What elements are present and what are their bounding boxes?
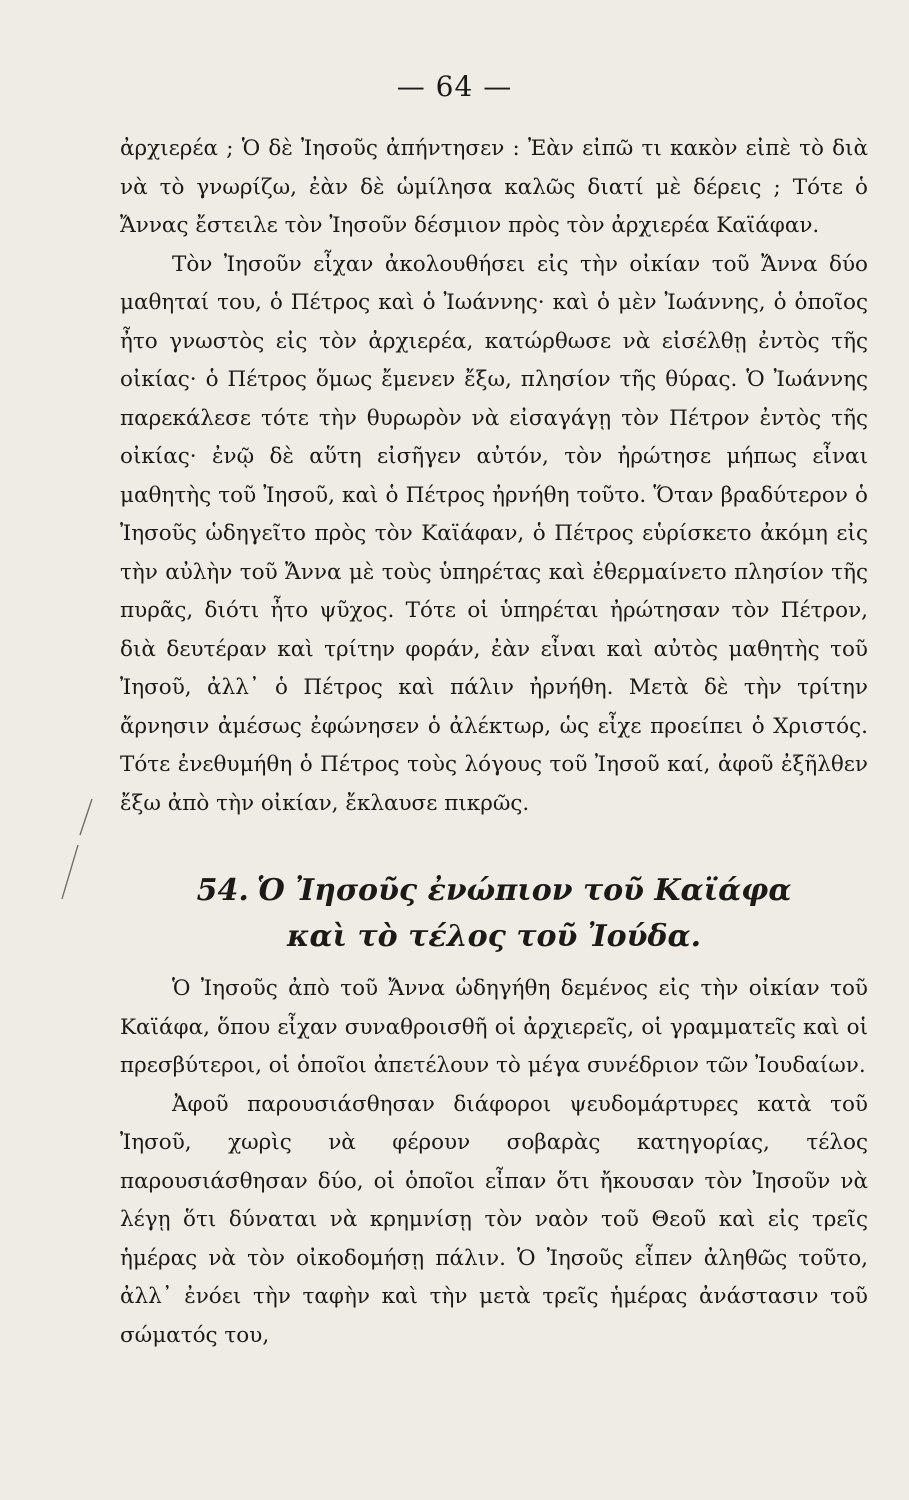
page-number: — 64 — — [396, 70, 513, 103]
section-number: 54. — [196, 873, 249, 908]
pencil-margin-mark — [58, 795, 98, 905]
paragraph-3: Ὁ Ἰησοῦς ἀπὸ τοῦ Ἄννα ὡδηγήθη δεμένος εἰς τὴν οἰκίαν τοῦ Καϊάφα, ὅπου εἶχαν συναθροισθῆ οἱ ἀρχιερεῖς, οἱ γραμματεῖς καὶ οἱ πρεσβύτεροι, οἱ ὁποῖοι ἀπετέλουν τὸ μέγα συνέδριον τῶν Ἰουδαίων. — [120, 976, 868, 1078]
paragraph-1: ἀρχιερέα ; Ὁ δὲ Ἰησοῦς ἀπήντησεν : Ἐὰν εἰπῶ τι κακὸν εἰπὲ τὸ διὰ νὰ τὸ γνωρίζω, ἐὰν δὲ ὡμίλησα καλῶς διατί μὲ δέρεις ; Τότε ὁ Ἄννας ἔστειλε τὸν Ἰησοῦν δέσμιον πρὸς τὸν ἀρχιερέα Καϊάφαν. — [120, 136, 868, 238]
paragraph-2: Τὸν Ἰησοῦν εἶχαν ἀκολουθήσει εἰς τὴν οἰκίαν τοῦ Ἄννα δύο μαθηταί του, ὁ Πέτρος καὶ ὁ Ἰωάννης· καὶ ὁ μὲν Ἰωάννης, ὁ ὁποῖος ἦτο γνωστὸς εἰς τὸν ἀρχιερέα, κατώρθωσε νὰ εἰσέλθῃ ἐντὸς τῆς οἰκίας· ὁ Πέτρος ὅμως ἔμενεν ἔξω, πλησίον τῆς θύρας. Ὁ Ἰωάννης παρεκάλεσε τότε τὴν θυρωρὸν νὰ εἰσαγάγῃ τὸν Πέτρον ἐντὸς τῆς οἰκίας· ἐνῷ δὲ αὕτη εἰσῆγεν αὐτόν, τὸν ἠρώτησε μήπως εἶναι μαθητὴς τοῦ Ἰησοῦ, καὶ ὁ Πέτρος ἠρνήθη τοῦτο. Ὅταν βραδύτερον ὁ Ἰησοῦς ὡδηγεῖτο πρὸς τὸν Καϊάφαν, ὁ Πέτρος εὑρίσκετο ἀκόμη εἰς τὴν αὐλὴν τοῦ Ἄννα μὲ τοὺς ὑπηρέτας καὶ ἐθερμαίνετο πλησίον τῆς πυρᾶς, διότι ἦτο ψῦχος. Τότε οἱ ὑπηρέται ἠρώτησαν τὸν Πέτρον, διὰ δευτέραν καὶ τρίτην φοράν, ἐὰν εἶναι καὶ αὐτὸς μαθητὴς τοῦ Ἰησοῦ, ἀλλ᾽ ὁ Πέτρος καὶ πάλιν ἠρνήθη. Μετὰ δὲ τὴν τρίτην ἄρνησιν ἀμέσως ἐφώνησεν ὁ ἀλέκτωρ, ὡς εἶχε προείπει ὁ Χριστός. Τότε ἐνεθυμήθη ὁ Πέτρος τοὺς λόγους τοῦ Ἰησοῦ καί, ἀφοῦ ἐξῆλθεν ἔξω ἀπὸ τὴν οἰκίαν, ἔκλαυσε πικρῶς. — [120, 251, 868, 816]
section-title-line-2: καὶ τὸ τέλος τοῦ Ἰούδα. — [286, 919, 702, 954]
section-heading-line-1 — [120, 868, 868, 914]
paragraph-4: Ἀφοῦ παρουσιάσθησαν διάφοροι ψευδομάρτυρες κατὰ τοῦ Ἰησοῦ, χωρὶς νὰ φέρουν σοβαρὰς κατηγορίας, τέλος παρουσιάσθησαν δύο, οἱ ὁποῖοι εἶπαν ὅτι ἤκουσαν τὸν Ἰησοῦν νὰ λέγῃ ὅτι δύναται νὰ κρημνίσῃ τὸν ναὸν τοῦ Θεοῦ καὶ εἰς τρεῖς ἡμέρας νὰ τὸν οἰκοδομήσῃ πάλιν. Ὁ Ἰησοῦς εἶπεν ἀληθῶς τοῦτο, ἀλλ᾽ ἐνόει τὴν ταφὴν καὶ τὴν μετὰ τρεῖς ἡμέρας ἀνάστασιν τοῦ σώματός του, — [120, 1091, 868, 1348]
section-title-line-1: Ὁ Ἰησοῦς ἐνώπιον τοῦ Καϊάφα — [256, 873, 792, 908]
section-heading — [120, 868, 868, 960]
text-block-upper — [120, 130, 868, 823]
text-block-lower — [120, 970, 868, 1355]
